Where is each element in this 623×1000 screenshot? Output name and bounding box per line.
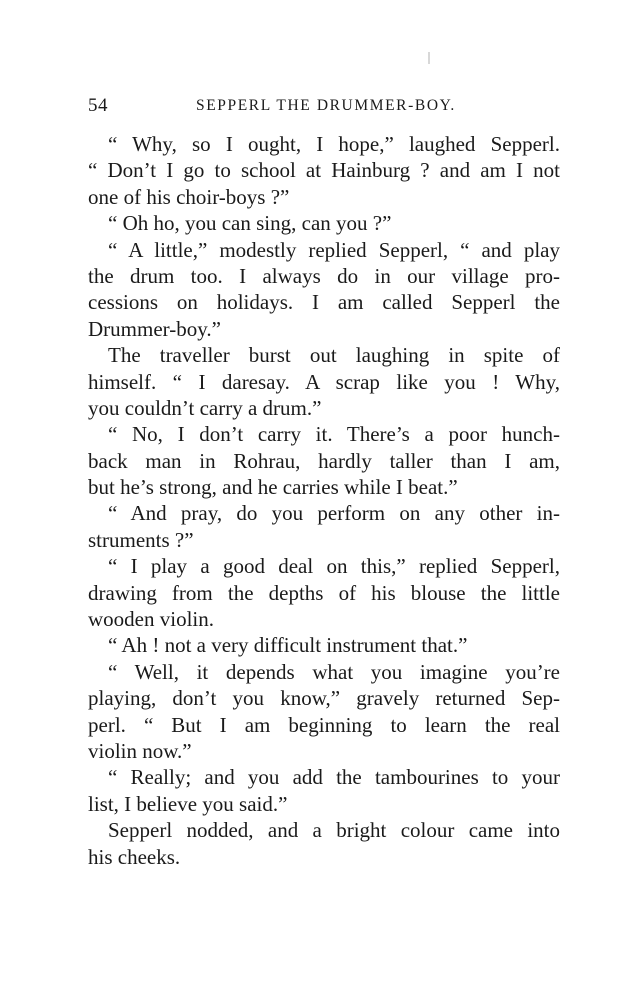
text-line: the drum too. I always do in our village pro-	[88, 263, 560, 288]
running-head: SEPPERL THE DRUMMER-BOY.	[196, 97, 456, 114]
text-line: playing, don’t you know,” gravely returned Sep-	[88, 686, 560, 711]
text-line: Drummer-boy.”	[88, 316, 221, 341]
text-line: “ A little,” modestly replied Sepperl, “ and play	[108, 237, 560, 262]
text-line: “ Why, so I ought, I hope,” laughed Sepperl.	[108, 132, 560, 156]
text-line: struments ?”	[88, 527, 194, 552]
text-line: “ Well, it depends what you imagine you’re	[108, 659, 560, 684]
text-line: but he’s strong, and he carries while I beat.”	[88, 475, 458, 500]
text-line: “ Ah ! not a very difficult instrument that.”	[108, 633, 468, 658]
text-line: back man in Rohrau, hardly taller than I am,	[88, 448, 560, 473]
text-line: perl. “ But I am beginning to learn the real	[88, 712, 560, 737]
text-line: Sepperl nodded, and a bright colour came into	[108, 818, 560, 843]
text-line: wooden violin.	[88, 607, 214, 632]
page-header	[88, 95, 568, 121]
text-line: “ No, I don’t carry it. There’s a poor hunch-	[108, 422, 560, 447]
body-text	[88, 131, 560, 870]
text-line: list, I believe you said.”	[88, 791, 288, 816]
text-line: cessions on holidays. I am called Sepperl the	[88, 290, 560, 315]
text-line: himself. “ I daresay. A scrap like you ! Why,	[88, 369, 560, 394]
page-number: 54	[88, 95, 108, 116]
text-line: “ Really; and you add the tambourines to your	[108, 765, 560, 790]
text-line: his cheeks.	[88, 844, 181, 869]
text-line: you couldn’t carry a drum.”	[88, 395, 322, 420]
paper-speck	[428, 52, 430, 64]
text-line: “ And pray, do you perform on any other in-	[108, 501, 560, 526]
text-line: The traveller burst out laughing in spite of	[108, 343, 560, 368]
text-line: drawing from the depths of his blouse the little	[88, 580, 560, 605]
text-line: one of his choir-boys ?”	[88, 184, 290, 209]
text-line: “ Oh ho, you can sing, can you ?”	[108, 211, 392, 236]
text-line: “ I play a good deal on this,” replied Sepperl,	[108, 554, 560, 579]
text-line: violin now.”	[88, 738, 192, 763]
text-line: “ Don’t I go to school at Hainburg ? and am I not	[88, 158, 560, 183]
